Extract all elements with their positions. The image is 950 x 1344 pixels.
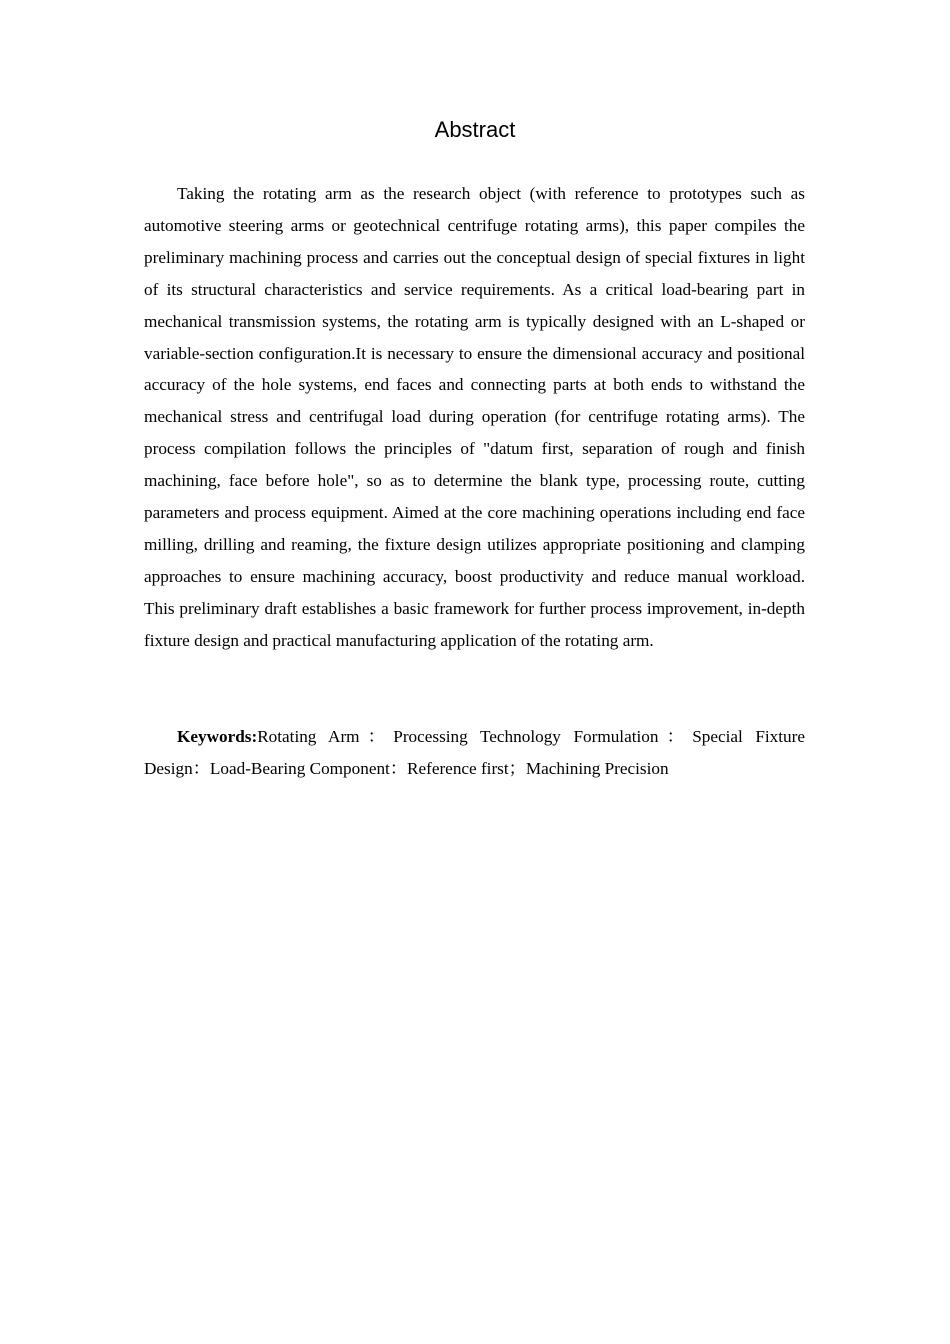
keywords-list: Rotating Arm：Processing Technology Formulation：Special Fixture Design：Load-Bearing Component：Reference first；Machining Precision — [144, 727, 805, 778]
page-title: Abstract — [434, 117, 516, 142]
keywords-paragraph — [144, 721, 805, 785]
abstract-paragraph: Taking the rotating arm as the research object (with reference to prototypes such as automotive steering arms or geotechnical centrifuge rotating arms), this paper compiles the preliminary machining process and carries out the conceptual design of special fixtures in light of its structural characteristics and service requirements. As a critical load-bearing part in mechanical transmission systems, the rotating arm is typically designed with an L-shaped or variable-section configuration.It is necessary to ensure the dimensional accuracy and positional accuracy of the hole systems, end faces and connecting parts at both ends to withstand the mechanical stress and centrifugal load during operation (for centrifuge rotating arms). The process compilation follows the principles of "datum first, separation of rough and finish machining, face before hole", so as to determine the blank type, processing route, cutting parameters and process equipment. Aimed at the core machining operations including end face milling, drilling and reaming, the fixture design utilizes appropriate positioning and clamping approaches to ensure machining accuracy, boost productivity and reduce manual workload. This preliminary draft establishes a basic framework for further process improvement, in-depth fixture design and practical manufacturing application of the rotating arm. — [144, 184, 805, 650]
keywords-label: Keywords: — [177, 727, 258, 746]
